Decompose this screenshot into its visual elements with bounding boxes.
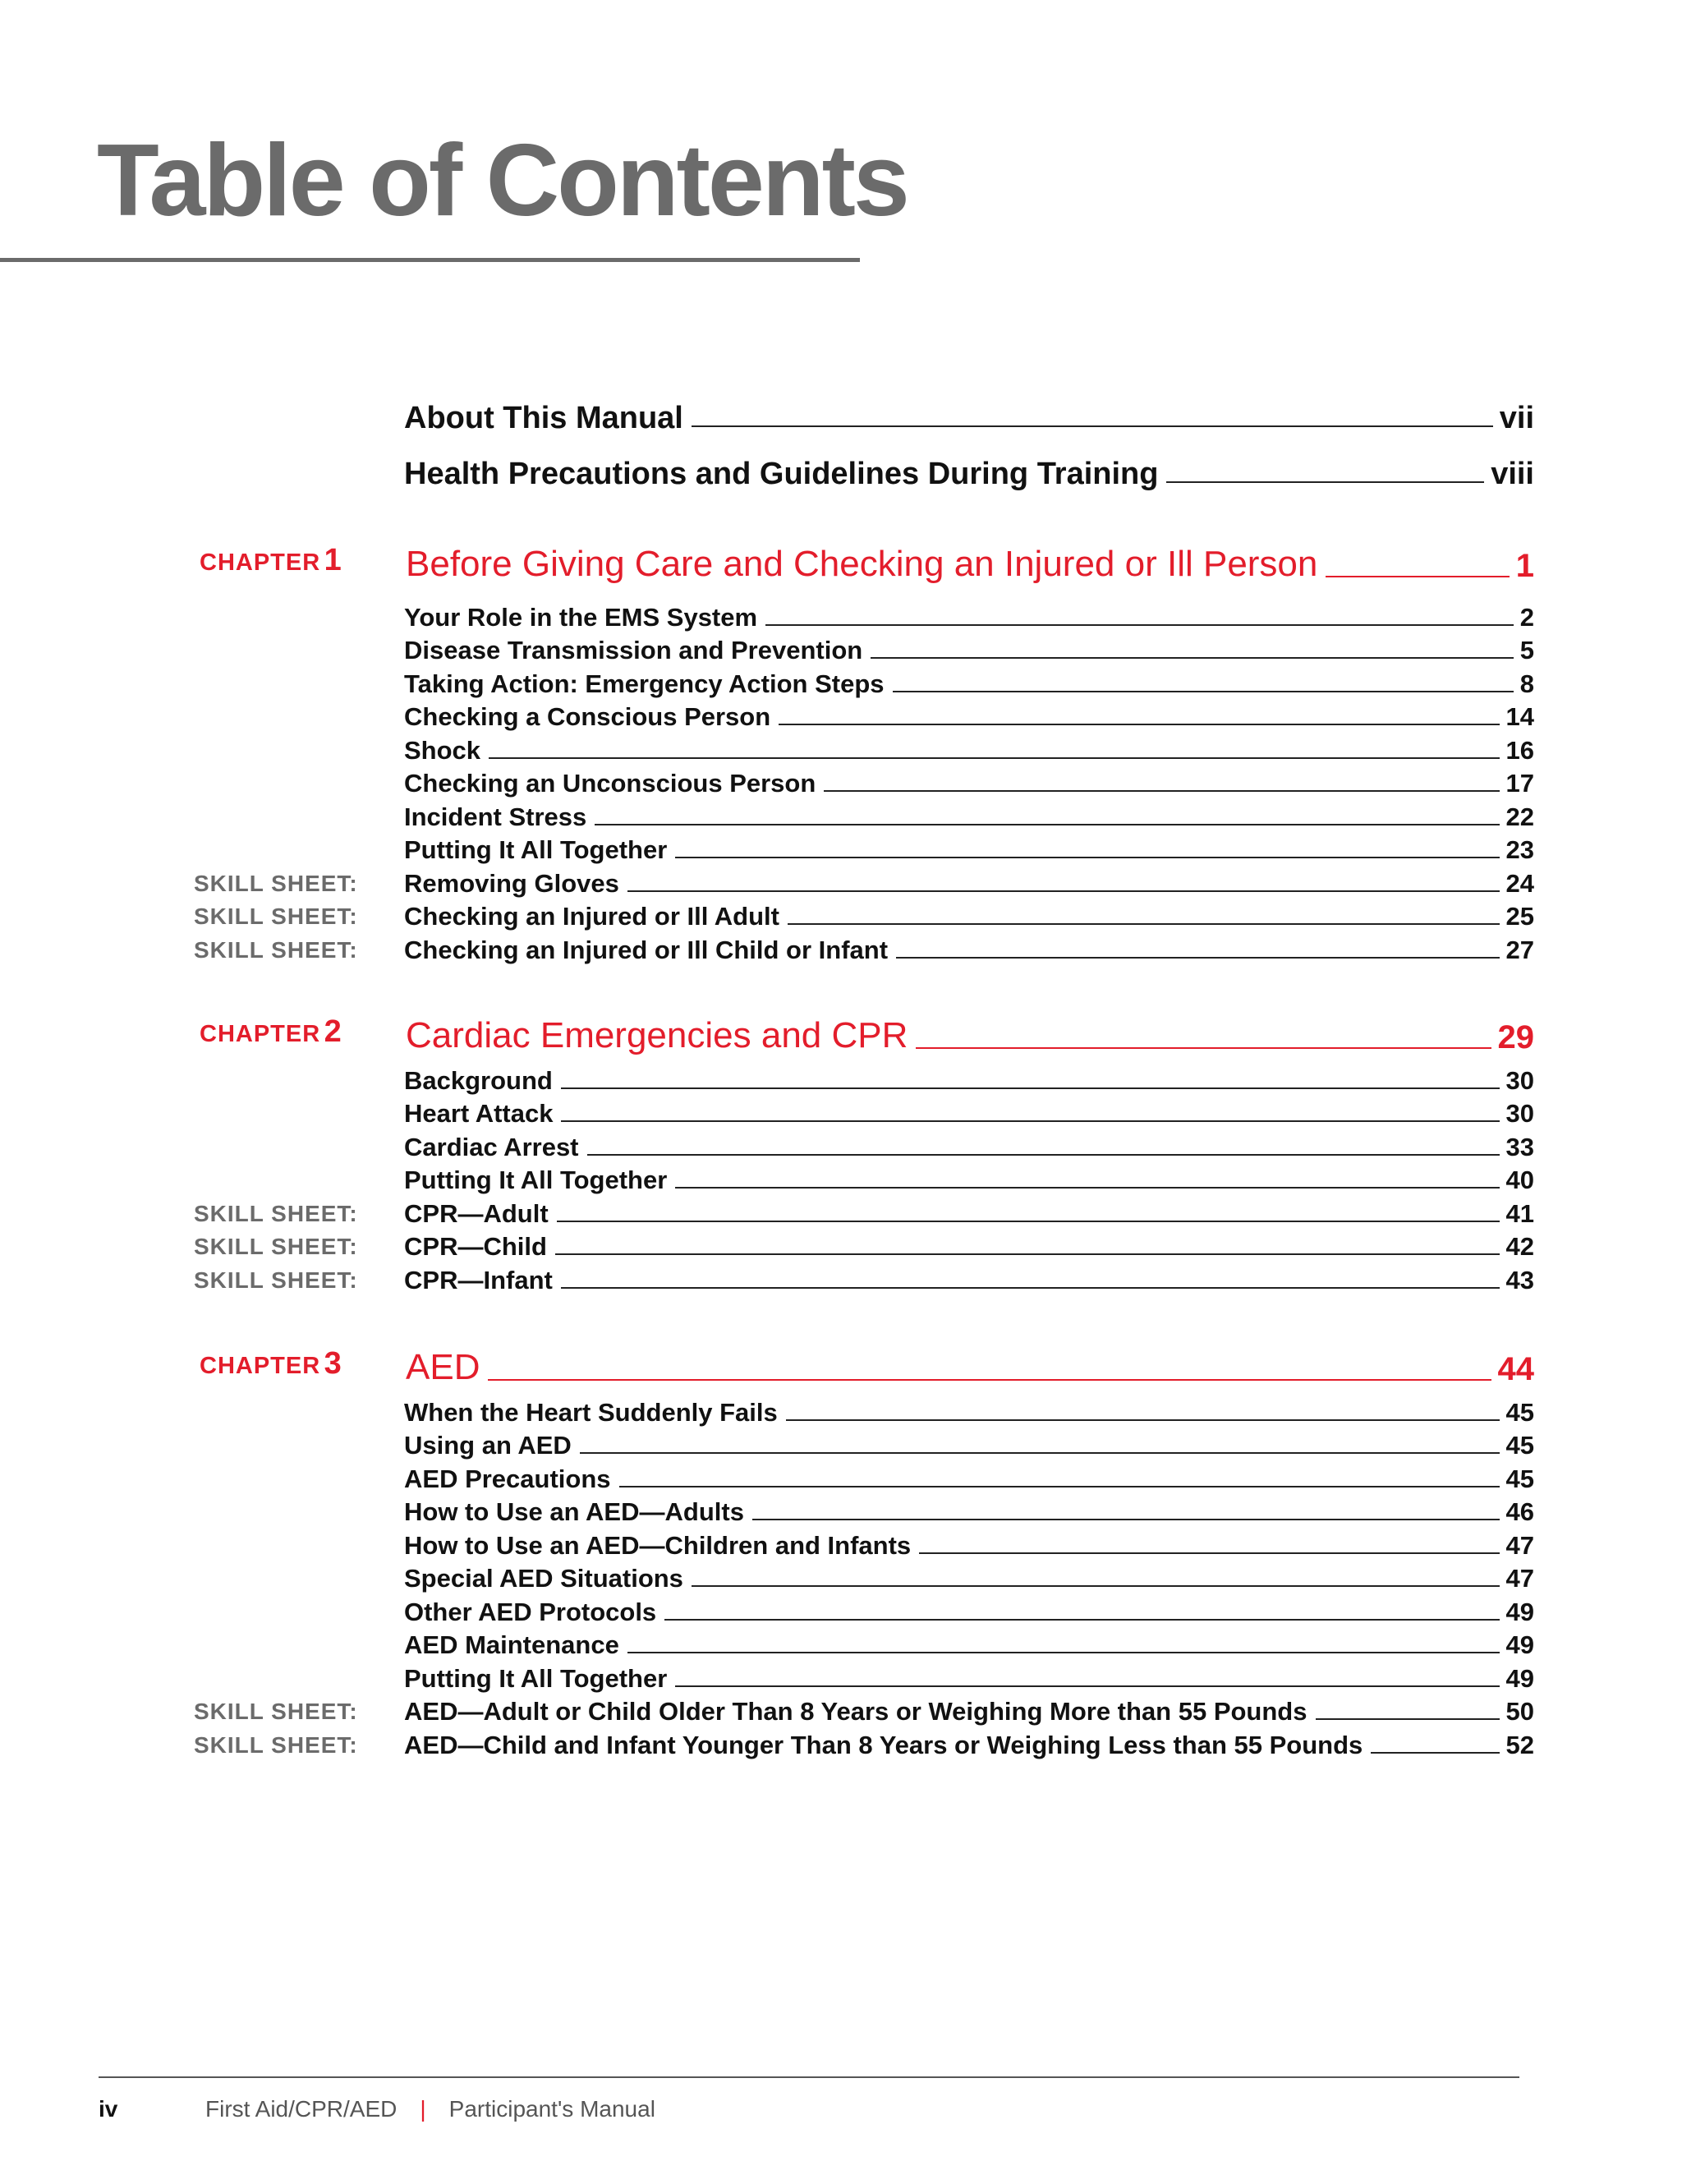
toc-entry-page: 43 (1505, 1265, 1534, 1294)
toc-row-skill[interactable] (0, 1694, 1682, 1728)
dot-leader (587, 1154, 1500, 1156)
toc-entry-title: Incident Stress (404, 802, 587, 831)
dot-leader (1371, 1752, 1499, 1754)
toc-row[interactable] (0, 799, 1682, 833)
toc-entry-page: 5 (1519, 636, 1534, 664)
toc-entry-title: AED Maintenance (404, 1630, 619, 1659)
toc-entry-page: 16 (1505, 735, 1534, 765)
dot-leader (675, 1187, 1499, 1189)
toc-row[interactable] (0, 1097, 1682, 1130)
dot-leader (561, 1287, 1500, 1289)
dot-leader (555, 1253, 1500, 1255)
chapter-page: 44 (1497, 1351, 1534, 1387)
chapter-title: Cardiac Emergencies and CPR (406, 1015, 908, 1055)
footer-edition: Participant's Manual (448, 2096, 655, 2122)
dot-leader (779, 724, 1499, 725)
title-rule (0, 258, 860, 262)
dot-leader (664, 1619, 1499, 1621)
toc-entry-title: Checking an Injured or Ill Child or Infant (404, 935, 889, 964)
toc-entry-title: When the Heart Suddenly Fails (404, 1397, 778, 1427)
toc-row-skill[interactable] (0, 866, 1682, 899)
toc-row-skill[interactable] (0, 1230, 1682, 1263)
toc-row-skill[interactable] (0, 1727, 1682, 1761)
toc-entry-title: How to Use an AED—Adults (404, 1497, 744, 1526)
toc-entry-page: 8 (1519, 669, 1534, 698)
toc-row-skill[interactable] (0, 1196, 1682, 1230)
chapter-label: CHAPTER 2 (200, 1014, 342, 1049)
toc-entry-title: Special AED Situations (404, 1564, 683, 1593)
toc-row-front-health[interactable] (0, 437, 1682, 493)
dot-leader (1326, 576, 1509, 577)
dot-leader (692, 1585, 1500, 1587)
dot-leader (595, 824, 1499, 825)
toc-entry-page: 41 (1505, 1198, 1534, 1228)
footer-page-number: iv (99, 2096, 118, 2122)
toc-entry-title: Shock (404, 735, 481, 765)
toc-entry-title: About This Manual (404, 401, 683, 435)
toc-entry-title: AED—Adult or Child Older Than 8 Years or Weighing More than 55 Pounds (404, 1697, 1307, 1726)
dot-leader (675, 1685, 1499, 1687)
dot-leader (916, 1047, 1491, 1049)
skill-sheet-label: SKILL SHEET: (194, 1234, 358, 1259)
toc-entry-title: Heart Attack (404, 1099, 554, 1128)
toc-entry-title: Putting It All Together (404, 835, 668, 864)
toc-entry-page: 2 (1519, 602, 1534, 632)
dot-leader (919, 1552, 1499, 1554)
toc-entry-title: Taking Action: Emergency Action Steps (404, 669, 885, 698)
skill-sheet-label: SKILL SHEET: (194, 1731, 358, 1758)
toc-row[interactable] (0, 1063, 1682, 1097)
chapter-page: 1 (1515, 548, 1534, 584)
dot-leader (765, 624, 1514, 626)
toc-row[interactable] (0, 1395, 1682, 1428)
toc-row[interactable] (0, 1628, 1682, 1662)
toc-entry-page: 22 (1505, 802, 1534, 831)
toc-row[interactable] (0, 1129, 1682, 1163)
toc-entry-title: Cardiac Arrest (404, 1132, 579, 1161)
toc-entry-page: 50 (1505, 1697, 1534, 1726)
toc-row[interactable] (0, 766, 1682, 800)
toc-entry-page: 52 (1505, 1730, 1534, 1759)
toc-entry-title: How to Use an AED—Children and Infants (404, 1530, 912, 1560)
dot-leader (580, 1452, 1500, 1454)
chapter-label: CHAPTER 3 (200, 1346, 342, 1381)
toc-entry-title: Disease Transmission and Prevention (404, 636, 863, 664)
dot-leader (788, 923, 1500, 925)
dot-leader (1316, 1718, 1500, 1720)
skill-sheet-label: SKILL SHEET: (194, 870, 358, 896)
toc-entry-page: 30 (1505, 1099, 1534, 1128)
toc-entry-page: 49 (1505, 1597, 1534, 1626)
dot-leader (896, 957, 1499, 959)
toc-row[interactable] (0, 666, 1682, 700)
toc-entry-page: viii (1491, 457, 1534, 491)
dot-leader (561, 1120, 1499, 1122)
chapter-page: 29 (1497, 1019, 1534, 1055)
toc-entry-title: Background (404, 1065, 553, 1095)
chapter-title: Before Giving Care and Checking an Injured or Ill Person (406, 544, 1318, 584)
chapter-3-section (0, 1342, 1682, 1761)
toc-row[interactable] (0, 833, 1682, 867)
toc-row[interactable] (0, 1163, 1682, 1197)
toc-entry-page: 25 (1505, 902, 1534, 931)
toc-entry-page: 40 (1505, 1166, 1534, 1194)
dot-leader (824, 790, 1499, 792)
dot-leader (557, 1221, 1500, 1222)
toc-row-skill[interactable] (0, 932, 1682, 966)
toc-entry-page: 49 (1505, 1663, 1534, 1693)
toc-entry-title: CPR—Adult (404, 1198, 549, 1228)
footer-book-title: First Aid/CPR/AED (205, 2096, 398, 2122)
toc-entry-title: CPR—Infant (404, 1265, 553, 1294)
toc-row[interactable] (0, 1661, 1682, 1694)
toc-entry-title: Your Role in the EMS System (404, 602, 758, 632)
toc-row-skill[interactable] (0, 1262, 1682, 1296)
toc-row[interactable] (0, 1461, 1682, 1495)
page-footer (99, 2096, 655, 2122)
toc-entry-page: 47 (1505, 1564, 1534, 1593)
toc-entry-page: 45 (1505, 1431, 1534, 1460)
toc-entry-page: 45 (1505, 1397, 1534, 1427)
toc-entry-title: Putting It All Together (404, 1663, 668, 1693)
toc-entry-page: vii (1499, 401, 1534, 435)
toc-entry-title: Removing Gloves (404, 868, 619, 898)
dot-leader (692, 425, 1493, 427)
toc-entry-title: Checking a Conscious Person (404, 702, 771, 731)
dot-leader (786, 1419, 1500, 1421)
chapter-heading[interactable] (0, 539, 1682, 588)
page-title: Table of Contents (97, 124, 908, 237)
dot-leader (627, 1652, 1500, 1653)
toc-entry-title: Putting It All Together (404, 1166, 668, 1194)
toc-row[interactable] (0, 600, 1682, 633)
toc-row[interactable] (0, 1428, 1682, 1462)
skill-sheet-label: SKILL SHEET: (194, 936, 358, 963)
skill-sheet-label: SKILL SHEET: (194, 903, 358, 929)
chapter-heading[interactable] (0, 1010, 1682, 1060)
toc-entry-page: 45 (1505, 1464, 1534, 1493)
toc-row[interactable] (0, 733, 1682, 766)
toc-entry-title: AED—Child and Infant Younger Than 8 Years or Weighing Less than 55 Pounds (404, 1730, 1363, 1759)
dot-leader (619, 1486, 1500, 1487)
dot-leader (627, 890, 1500, 892)
toc-entry-title: Checking an Unconscious Person (404, 769, 816, 798)
dot-leader (1166, 481, 1484, 483)
toc-row-front-about[interactable] (0, 381, 1682, 437)
dot-leader (675, 857, 1499, 858)
dot-leader (893, 691, 1514, 692)
toc-entry-page: 24 (1505, 868, 1534, 898)
chapter-2-section (0, 1010, 1682, 1296)
toc-entry-page: 17 (1505, 769, 1534, 798)
front-matter (0, 381, 1682, 493)
toc-entry-page: 27 (1505, 935, 1534, 964)
toc-entry-page: 23 (1505, 835, 1534, 864)
toc-entry-page: 30 (1505, 1065, 1534, 1095)
toc-row[interactable] (0, 1495, 1682, 1529)
toc-entry-title: CPR—Child (404, 1232, 547, 1261)
chapter-title: AED (406, 1347, 480, 1387)
toc-entry-page: 14 (1505, 702, 1534, 731)
footer-separator: | (420, 2096, 426, 2122)
toc-entry-title: Checking an Injured or Ill Adult (404, 902, 779, 931)
dot-leader (489, 757, 1499, 759)
skill-sheet-label: SKILL SHEET: (194, 1200, 358, 1226)
dot-leader (488, 1379, 1491, 1381)
toc-row[interactable] (0, 1561, 1682, 1595)
toc-entry-page: 49 (1505, 1630, 1534, 1659)
footer-rule (99, 2076, 1519, 2078)
chapter-label: CHAPTER 1 (200, 543, 342, 577)
dot-leader (871, 657, 1514, 659)
toc-entry-title: Other AED Protocols (404, 1597, 657, 1626)
toc-row[interactable] (0, 1528, 1682, 1561)
chapter-1-section (0, 539, 1682, 966)
toc-entry-page: 33 (1505, 1132, 1534, 1161)
toc-row[interactable] (0, 700, 1682, 733)
dot-leader (752, 1519, 1500, 1520)
toc-entry-page: 42 (1505, 1232, 1534, 1261)
toc-row[interactable] (0, 1594, 1682, 1628)
chapter-heading[interactable] (0, 1342, 1682, 1391)
dot-leader (561, 1087, 1500, 1089)
toc-row[interactable] (0, 633, 1682, 667)
skill-sheet-label: SKILL SHEET: (194, 1699, 358, 1724)
toc-entry-title: Using an AED (404, 1431, 572, 1460)
toc-entry-page: 47 (1505, 1530, 1534, 1560)
toc-entry-title: AED Precautions (404, 1464, 611, 1493)
toc-row-skill[interactable] (0, 899, 1682, 933)
skill-sheet-label: SKILL SHEET: (194, 1267, 358, 1293)
toc-entry-page: 46 (1505, 1497, 1534, 1526)
toc-entry-title: Health Precautions and Guidelines During Training (404, 457, 1159, 491)
